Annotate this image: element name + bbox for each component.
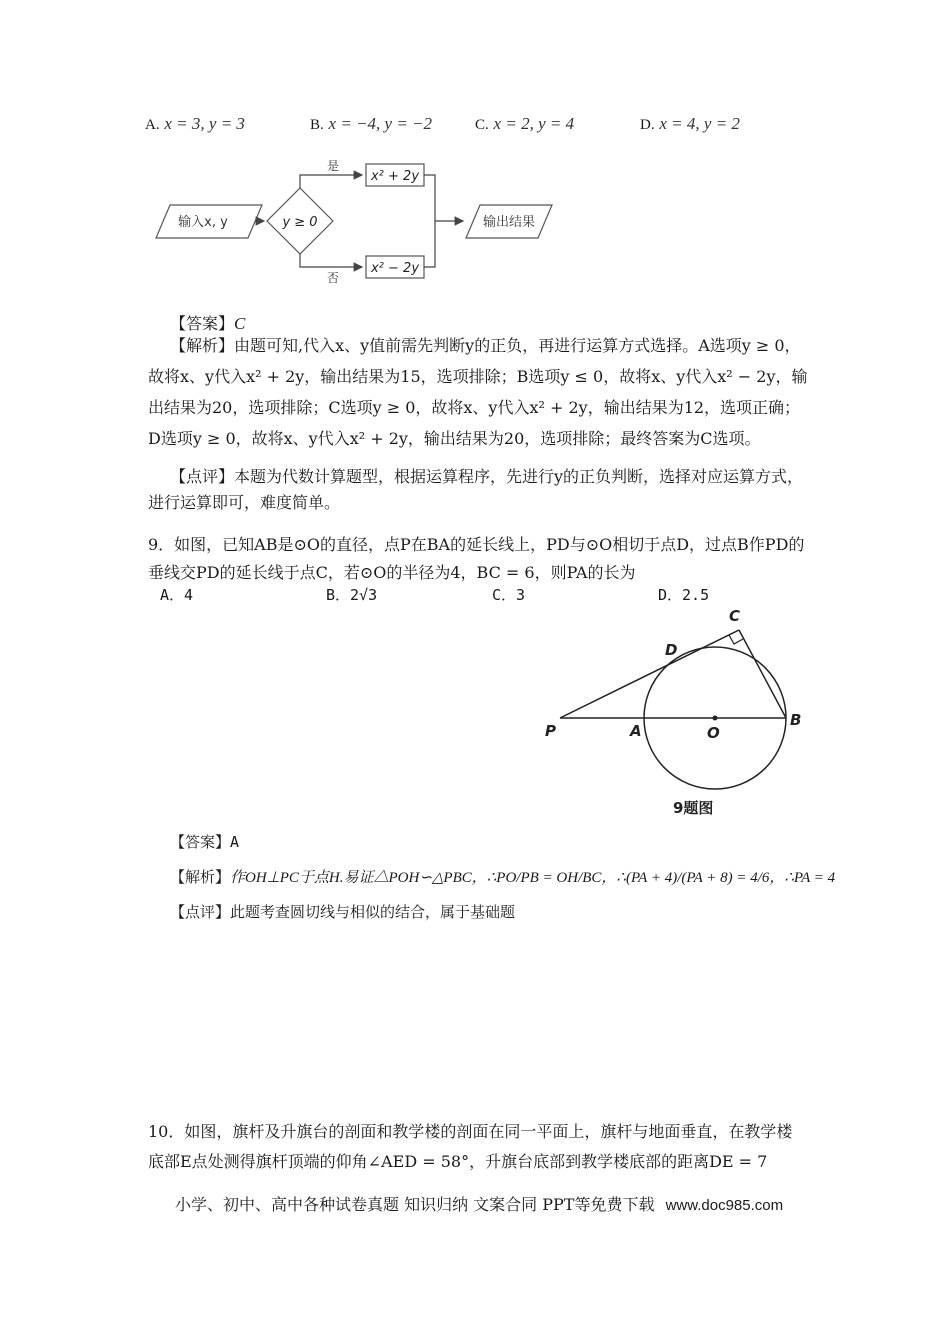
q9-option-c: C．3 [492, 586, 526, 604]
line-bc [739, 630, 786, 718]
option-c: C. x = 2, y = 4 [475, 114, 575, 133]
option-a: A. x = 3, y = 3 [145, 114, 245, 133]
q8-answer: 【答案】C [170, 314, 246, 333]
line-pc [560, 630, 739, 718]
center-point [713, 716, 718, 721]
q9-analysis: 【解析】作OH⊥PC于点H.易证△POH∽△PBC，∴PO/PB = OH/BC，∴(PA + 4)/(PA + 8) = 4/6，∴PA = 4 [170, 868, 836, 886]
condition-label: y ≥ 0 [282, 215, 318, 230]
yes-op-label: x² + 2y [370, 169, 420, 184]
point-c-label: C [729, 607, 741, 625]
footer-text: 小学、初中、高中各种试卷真题 知识归纳 文案合同 PPT等免费下载 [175, 1195, 655, 1214]
point-b-label: B [790, 711, 802, 729]
flowchart [150, 150, 560, 290]
q9-answer: 【答案】A [170, 833, 240, 851]
q10-stem: 10．如图，旗杆及升旗台的剖面和教学楼的剖面在同一平面上，旗杆与地面垂直，在教学楼底部E点处测得旗杆顶端的仰角∠AED = 58°，升旗台底部到教学楼底部的距离DE = 7 [148, 1122, 793, 1171]
q8-comment: 【点评】本题为代数计算题型，根据运算程序，先进行y的正负判断，选择对应运算方式，进行运算即可，难度简单。 [148, 467, 804, 512]
q9-option-b: B．2√3 [326, 586, 378, 604]
point-p-label: P [545, 722, 556, 740]
yes-label: 是 [326, 159, 340, 173]
q9-option-d: D．2.5 [658, 586, 710, 604]
footer-link[interactable]: www.doc985.com [665, 1197, 784, 1214]
input-label: 输入x, y [178, 215, 228, 230]
no-op-label: x² − 2y [370, 261, 420, 276]
right-angle-mark [729, 635, 743, 644]
q9-figure [535, 605, 815, 820]
q9-comment: 【点评】此题考查圆切线与相似的结合，属于基础题 [170, 903, 516, 921]
point-o-label: O [707, 724, 720, 742]
output-label: 输出结果 [482, 215, 536, 230]
figure-caption: 9题图 [673, 799, 714, 817]
no-label: 否 [326, 271, 340, 285]
q9-stem: 9．如图，已知AB是⊙O的直径，点P在BA的延长线上，PD与⊙O相切于点D，过点B作PD的垂线交PD的延长线于点C，若⊙O的半径为4，BC = 6，则PA的长为 [148, 535, 805, 582]
option-b: B. x = −4, y = −2 [310, 114, 433, 133]
point-d-label: D [665, 641, 678, 659]
footer [175, 1192, 783, 1215]
q8-analysis: 【解析】由题可知,代入x、y值前需先判断y的正负，再进行运算方式选择。A选项y ≥ 0，故将x、y代入x² + 2y，输出结果为15，选项排除；B选项y ≤ 0，故将x、y代入x² − 2y，输出结果为20，选项排除；C选项y ≥ 0，故将x、y代入x² + 2y，输出结果为12，选项正确；D选项y ≥ 0，故将x、y代入x² + 2y，输出结果为20，选项排除；最终答案为C选项。 [148, 336, 808, 448]
q9-option-a: A．4 [160, 586, 194, 604]
point-a-label: A [630, 722, 642, 740]
option-d: D. x = 4, y = 2 [640, 114, 740, 133]
